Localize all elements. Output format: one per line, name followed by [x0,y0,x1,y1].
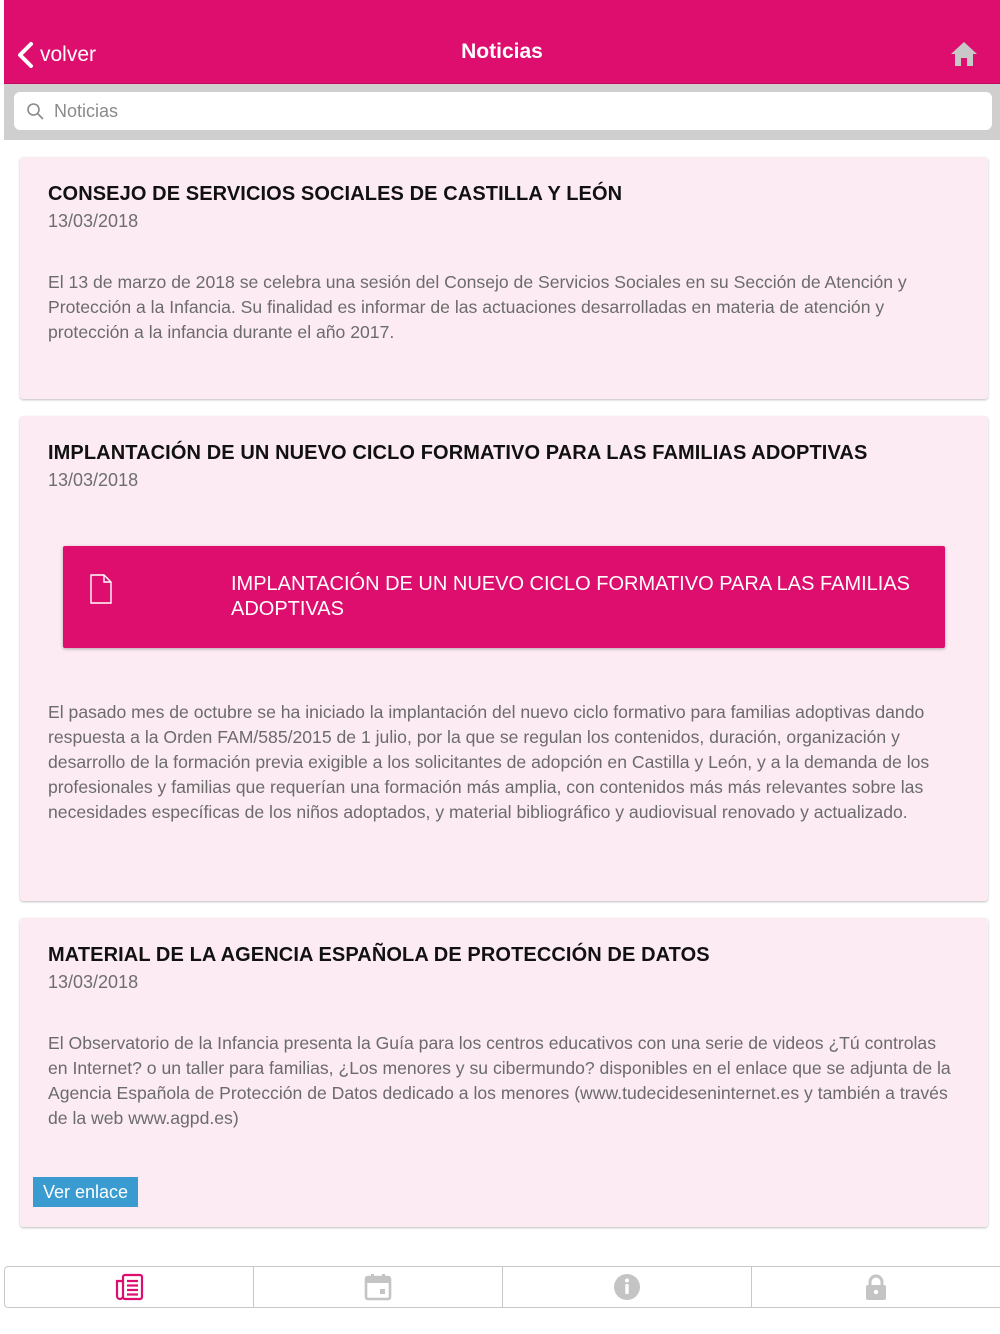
home-icon [950,40,978,68]
calendar-icon [363,1273,393,1301]
search-bar [4,84,1000,140]
tab-info[interactable] [503,1267,752,1307]
page-title: Noticias [461,40,543,63]
news-body: El pasado mes de octubre se ha iniciado la implantación del nuevo ciclo formativo para familias adoptivas dando respuesta a la Orden FAM/585/2015 de 1 julio, por la que se regulan los contenidos, duración, organización y desarrollo de la formación previa exigible a los solicitantes de adopción en Castilla y León, y a la demanda de los profesionales y familias que requerían una formación más amplia, con contenidos más más relevantes sobre las necesidades específicas de los niños adoptados, y material bibliográfico y audiovisual renovado y actualizado. [48,702,930,822]
news-card [20,157,988,399]
attachment-label: IMPLANTACIÓN DE UN NUEVO CICLO FORMATIVO PARA LAS FAMILIAS ADOPTIVAS [231,573,911,620]
tab-bar [4,1266,1000,1308]
search-input[interactable] [54,101,992,122]
news-body: El Observatorio de la Infancia presenta la Guía para los centros educativos con una serie de videos ¿Tú controlas en Internet? o un taller para familias, ¿Los menores y su cibermundo? disponibles en el enlace que se adjunta de la Agencia Española de Protección de Datos dedicado a los menores (www.tudecideseninternet.es y también a través de la web www.agpd.es) [48,1033,951,1128]
view-link-button[interactable]: Ver enlace [33,1177,138,1207]
news-title: MATERIAL DE LA AGENCIA ESPAÑOLA DE PROTECCIÓN DE DATOS [48,944,710,966]
tab-calendar[interactable] [254,1267,503,1307]
news-body: El 13 de marzo de 2018 se celebra una sesión del Consejo de Servicios Sociales en su Sección de Atención y Protección a la Infancia. Su finalidad es informar de las actuaciones desarrolladas en materia de atención y protección a la infancia durante el año 2017. [48,272,907,342]
search-icon [26,102,44,120]
news-date: 13/03/2018 [48,470,139,490]
tab-news[interactable] [5,1267,254,1307]
news-date: 13/03/2018 [48,211,139,231]
back-label: volver [40,43,97,66]
document-icon [90,574,112,604]
info-icon [612,1273,642,1301]
attachment-button[interactable] [63,546,945,648]
tab-lock[interactable] [752,1267,1000,1307]
news-title: IMPLANTACIÓN DE UN NUEVO CICLO FORMATIVO PARA LAS FAMILIAS ADOPTIVAS [48,442,868,464]
newspaper-icon [114,1273,144,1301]
news-title: CONSEJO DE SERVICIOS SOCIALES DE CASTILLA Y LEÓN [48,183,623,205]
news-card [20,416,988,901]
search-field[interactable] [14,92,992,130]
news-date: 13/03/2018 [48,972,139,992]
lock-icon [861,1273,891,1301]
home-button[interactable] [950,40,978,68]
news-card [20,918,988,1227]
navigation-bar [4,0,1000,84]
